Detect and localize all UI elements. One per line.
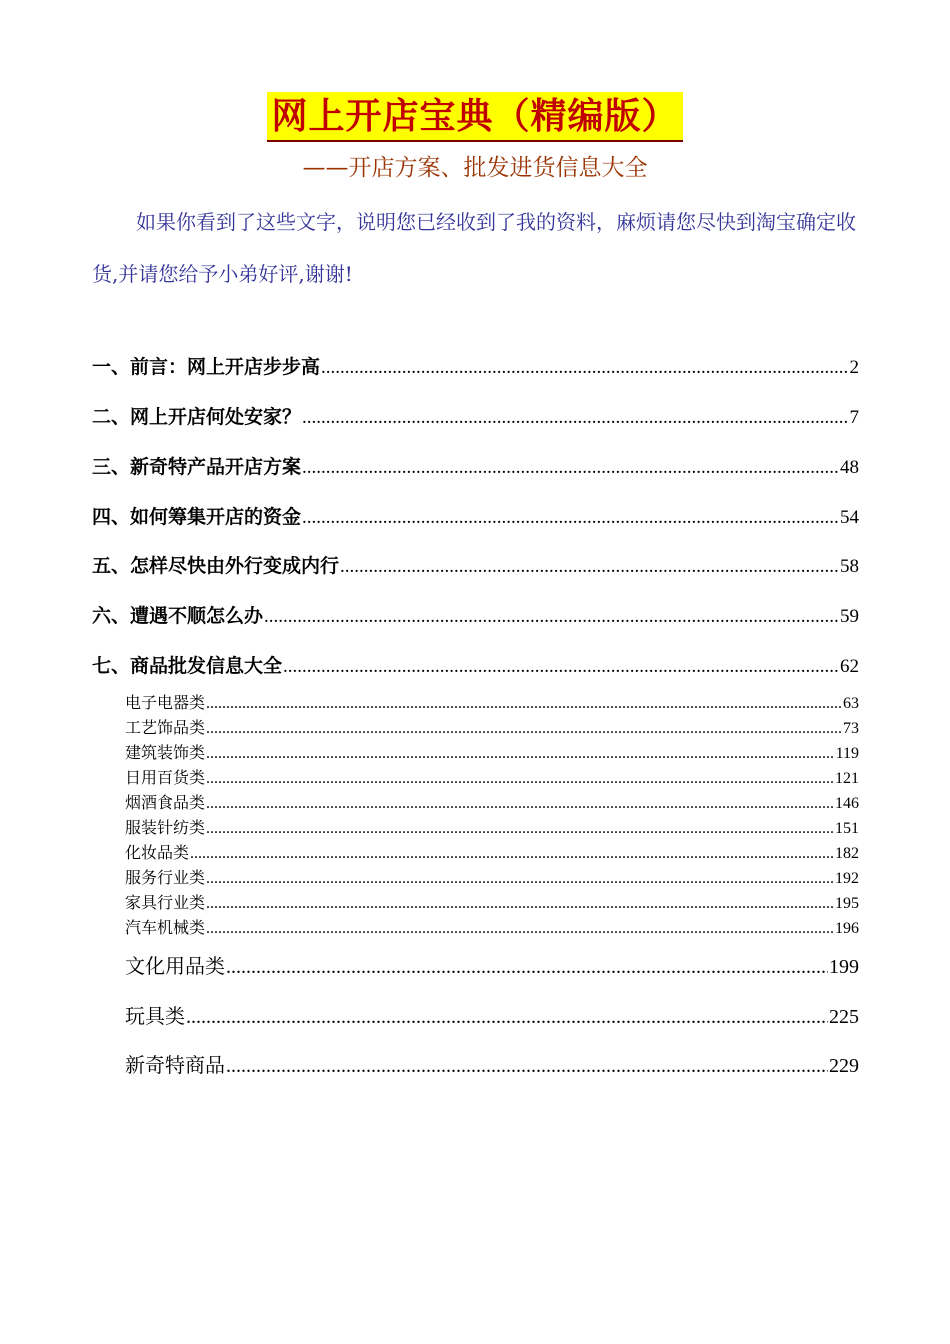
leader-dots (302, 507, 839, 529)
toc-subitem-7[interactable] (125, 840, 859, 864)
toc-subitem-9[interactable] (125, 890, 859, 914)
toc-large-item-label: 新奇特商品 (125, 1053, 225, 1077)
toc-chapter-label: 五、怎样尽快由外行变成内行 (92, 555, 340, 577)
toc-page-number: 199 (829, 956, 859, 978)
toc-page-number: 62 (840, 656, 859, 677)
toc-subitem-label: 化妆品类 (125, 843, 190, 862)
leader-dots (206, 870, 834, 888)
toc-subitem-6[interactable] (125, 815, 859, 839)
toc-chapter-4[interactable] (92, 502, 859, 532)
title-wrap (0, 92, 950, 142)
leader-dots (302, 457, 839, 479)
toc-large-item-1[interactable] (125, 950, 859, 980)
document-title: 网上开店宝典（精编版） (267, 92, 682, 142)
toc-subitem-3[interactable] (125, 740, 859, 764)
toc-subitem-label: 服装针纺类 (125, 818, 206, 837)
toc-page-number: 73 (843, 720, 859, 737)
toc-page-number: 196 (835, 920, 859, 937)
toc-subitem-label: 建筑装饰类 (125, 743, 206, 762)
leader-dots (283, 656, 839, 678)
toc-page-number: 54 (840, 507, 859, 528)
leader-dots (206, 895, 834, 913)
toc-page-number: 7 (849, 407, 859, 428)
toc-subitem-label: 服务行业类 (125, 868, 206, 887)
leader-dots (302, 407, 848, 429)
toc-page-number: 63 (843, 695, 859, 712)
toc-page-number: 59 (840, 606, 859, 627)
toc-subitem-label: 电子电器类 (125, 693, 206, 712)
toc-chapter-label: 七、商品批发信息大全 (92, 655, 283, 677)
toc-page-number: 121 (835, 770, 859, 787)
toc-subitem-5[interactable] (125, 790, 859, 814)
toc-large-item-2[interactable] (125, 1000, 859, 1030)
leader-dots (226, 956, 828, 979)
leader-dots (206, 920, 834, 938)
toc-page-number: 192 (835, 870, 859, 887)
document-subtitle: ——开店方案、批发进货信息大全 (302, 155, 648, 181)
leader-dots (226, 1055, 828, 1078)
leader-dots (340, 556, 839, 578)
toc-subitem-label: 家具行业类 (125, 893, 206, 912)
toc-large-item-label: 玩具类 (125, 1004, 185, 1028)
toc-page-number: 2 (849, 357, 859, 378)
toc-subitem-label: 烟酒食品类 (125, 793, 206, 812)
toc-chapter-label: 六、遭遇不顺怎么办 (92, 605, 264, 627)
toc-chapter-1[interactable] (92, 352, 859, 382)
toc-chapter-label: 四、如何筹集开店的资金 (92, 506, 302, 528)
toc-subitem-4[interactable] (125, 765, 859, 789)
leader-dots (321, 357, 848, 379)
leader-dots (206, 795, 834, 813)
toc-chapter-3[interactable] (92, 452, 859, 482)
leader-dots (206, 720, 842, 738)
toc-chapter-7[interactable] (92, 651, 859, 681)
leader-dots (264, 606, 839, 628)
toc-large-item-label: 文化用品类 (125, 954, 225, 978)
leader-dots (206, 695, 842, 713)
toc-page-number: 146 (835, 795, 859, 812)
toc-page-number: 182 (835, 845, 859, 862)
toc-chapter-label: 二、网上开店何处安家？ (92, 406, 302, 428)
toc-subitem-10[interactable] (125, 915, 859, 939)
toc-subitem-label: 工艺饰品类 (125, 718, 206, 737)
toc-page-number: 119 (835, 745, 859, 762)
leader-dots (186, 1006, 828, 1029)
toc-subitem-8[interactable] (125, 865, 859, 889)
toc-page-number: 58 (840, 556, 859, 577)
toc-subitem-2[interactable] (125, 715, 859, 739)
leader-dots (190, 845, 834, 863)
toc-page-number: 195 (835, 895, 859, 912)
toc-subitem-1[interactable] (125, 690, 859, 714)
toc-page-number: 48 (840, 457, 859, 478)
toc-subitem-label: 汽车机械类 (125, 918, 206, 937)
toc-chapter-label: 一、前言：网上开店步步高 (92, 356, 321, 378)
toc-page-number: 225 (829, 1006, 859, 1028)
toc-subitem-label: 日用百货类 (125, 768, 206, 787)
toc-large-item-3[interactable] (125, 1049, 859, 1079)
leader-dots (206, 820, 834, 838)
toc-chapter-5[interactable] (92, 551, 859, 581)
leader-dots (206, 745, 835, 763)
toc-chapter-2[interactable] (92, 402, 859, 432)
toc-chapter-6[interactable] (92, 601, 859, 631)
toc-page-number: 151 (835, 820, 859, 837)
toc-chapter-label: 三、新奇特产品开店方案 (92, 456, 302, 478)
leader-dots (206, 770, 834, 788)
intro-paragraph: 如果你看到了这些文字，说明您已经收到了我的资料，麻烦请您尽快到淘宝确定收货,并请您给予小弟好评,谢谢! (92, 210, 856, 286)
toc-page-number: 229 (829, 1055, 859, 1077)
